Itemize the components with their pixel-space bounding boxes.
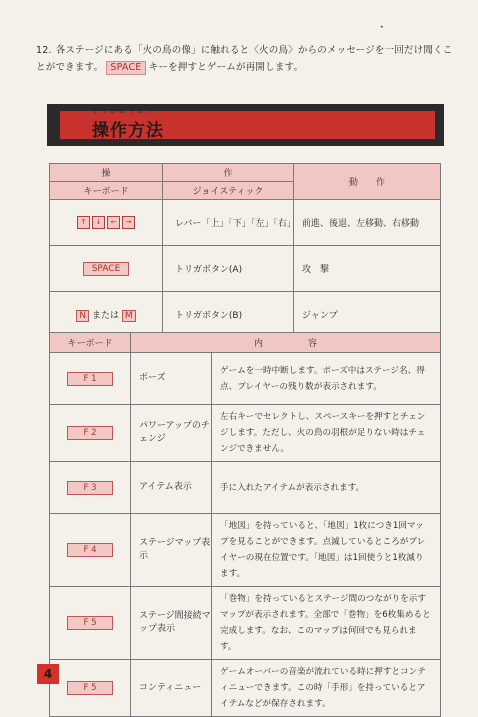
f5-continue-key: F 5 (67, 681, 113, 695)
function-name: パワーアップのチェンジ (131, 405, 212, 462)
function-desc: 手に入れたアイテムが表示されます。 (212, 462, 441, 514)
controls-table (49, 163, 441, 338)
function-desc: 「地図」を持っていると、「地図」1枚につき1回マップを見ることができます。点滅しているところがプレイヤーの現在位置です。「地図」は1回使うと1枚減ります。 (212, 514, 441, 587)
or-label: または (91, 310, 119, 321)
note-text-before: 各ステージにある「火の鳥の像」に触れると〈火の鳥〉からのメッセージを一回だけ聞くことができます。 (36, 45, 453, 73)
controls-row (50, 292, 441, 338)
joystick-cell: レバー「上」「下」「左」「右」 (163, 200, 294, 246)
function-row (50, 660, 441, 717)
page-number: 4 (37, 664, 59, 684)
function-row (50, 462, 441, 514)
function-desc: 左右キーでセレクトし、スペースキーを押すとチェンジします。ただし、火の鳥の羽根が足りない時はチェンジできません。 (212, 405, 441, 462)
note-number: 12. (36, 45, 52, 56)
function-row (50, 514, 441, 587)
f5-key: F 5 (67, 616, 113, 630)
controls-header-op: 操 (50, 164, 163, 182)
function-name: ステージ間接続マップ表示 (131, 587, 212, 660)
function-name: コンティニュー (131, 660, 212, 717)
controls-header-joystick: ジョイスティック (163, 182, 294, 200)
f3-key: F 3 (67, 481, 113, 495)
note-paragraph (36, 42, 456, 76)
function-name: ポーズ (131, 353, 212, 405)
functions-header-content: 内 容 (131, 333, 441, 353)
m-key: M (122, 310, 136, 322)
function-row (50, 353, 441, 405)
function-name: アイテム表示 (131, 462, 212, 514)
action-cell: 前進、後退、左移動、右移動 (294, 200, 441, 246)
f1-key: F 1 (67, 372, 113, 386)
controls-row (50, 246, 441, 292)
functions-header-keyboard: キーボード (50, 333, 131, 353)
down-arrow-icon: ↓ (92, 216, 105, 229)
function-desc: 「巻物」を持っているとステージ間のつながりを示すマップが表示されます。全部で「巻物」を6枚集めると完成します。なお、このマップは何回でも見られます。 (212, 587, 441, 660)
corner-mark: • (380, 24, 384, 31)
space-key-inline: SPACE (106, 61, 145, 75)
controls-header-keyboard: キーボード (50, 182, 163, 200)
function-keys-table (49, 332, 441, 717)
function-desc: ゲームを一時中断します。ポーズ中はステージ名、得点、プレイヤーの残り数が表示されます。 (212, 353, 441, 405)
controls-header-action: 動 作 (294, 164, 441, 200)
n-key: N (76, 310, 89, 322)
joystick-cell: トリガボタン(B) (163, 292, 294, 338)
controls-row (50, 200, 441, 246)
arrow-keys (50, 200, 163, 246)
function-row (50, 587, 441, 660)
space-key: SPACE (83, 262, 130, 276)
controls-header-op2: 作 (163, 164, 294, 182)
function-name: ステージマップ表示 (131, 514, 212, 587)
left-arrow-icon: ← (107, 216, 120, 229)
function-row (50, 405, 441, 462)
f4-key: F 4 (67, 543, 113, 557)
note-text-after: キーを押すとゲームが再開します。 (148, 62, 304, 73)
up-arrow-icon: ↑ (77, 216, 90, 229)
section-title-ruby: そうさほうほう (92, 108, 156, 115)
f2-key: F 2 (67, 426, 113, 440)
section-title: 操作方法 (92, 121, 164, 141)
function-desc: ゲームオーバーの音楽が流れている時に押すとコンティニューできます。この時「手形」を持っているとアイテムなどが保存されます。 (212, 660, 441, 717)
action-cell: ジャンプ (294, 292, 441, 338)
action-cell: 攻 撃 (294, 246, 441, 292)
right-arrow-icon: → (122, 216, 135, 229)
joystick-cell: トリガボタン(A) (163, 246, 294, 292)
